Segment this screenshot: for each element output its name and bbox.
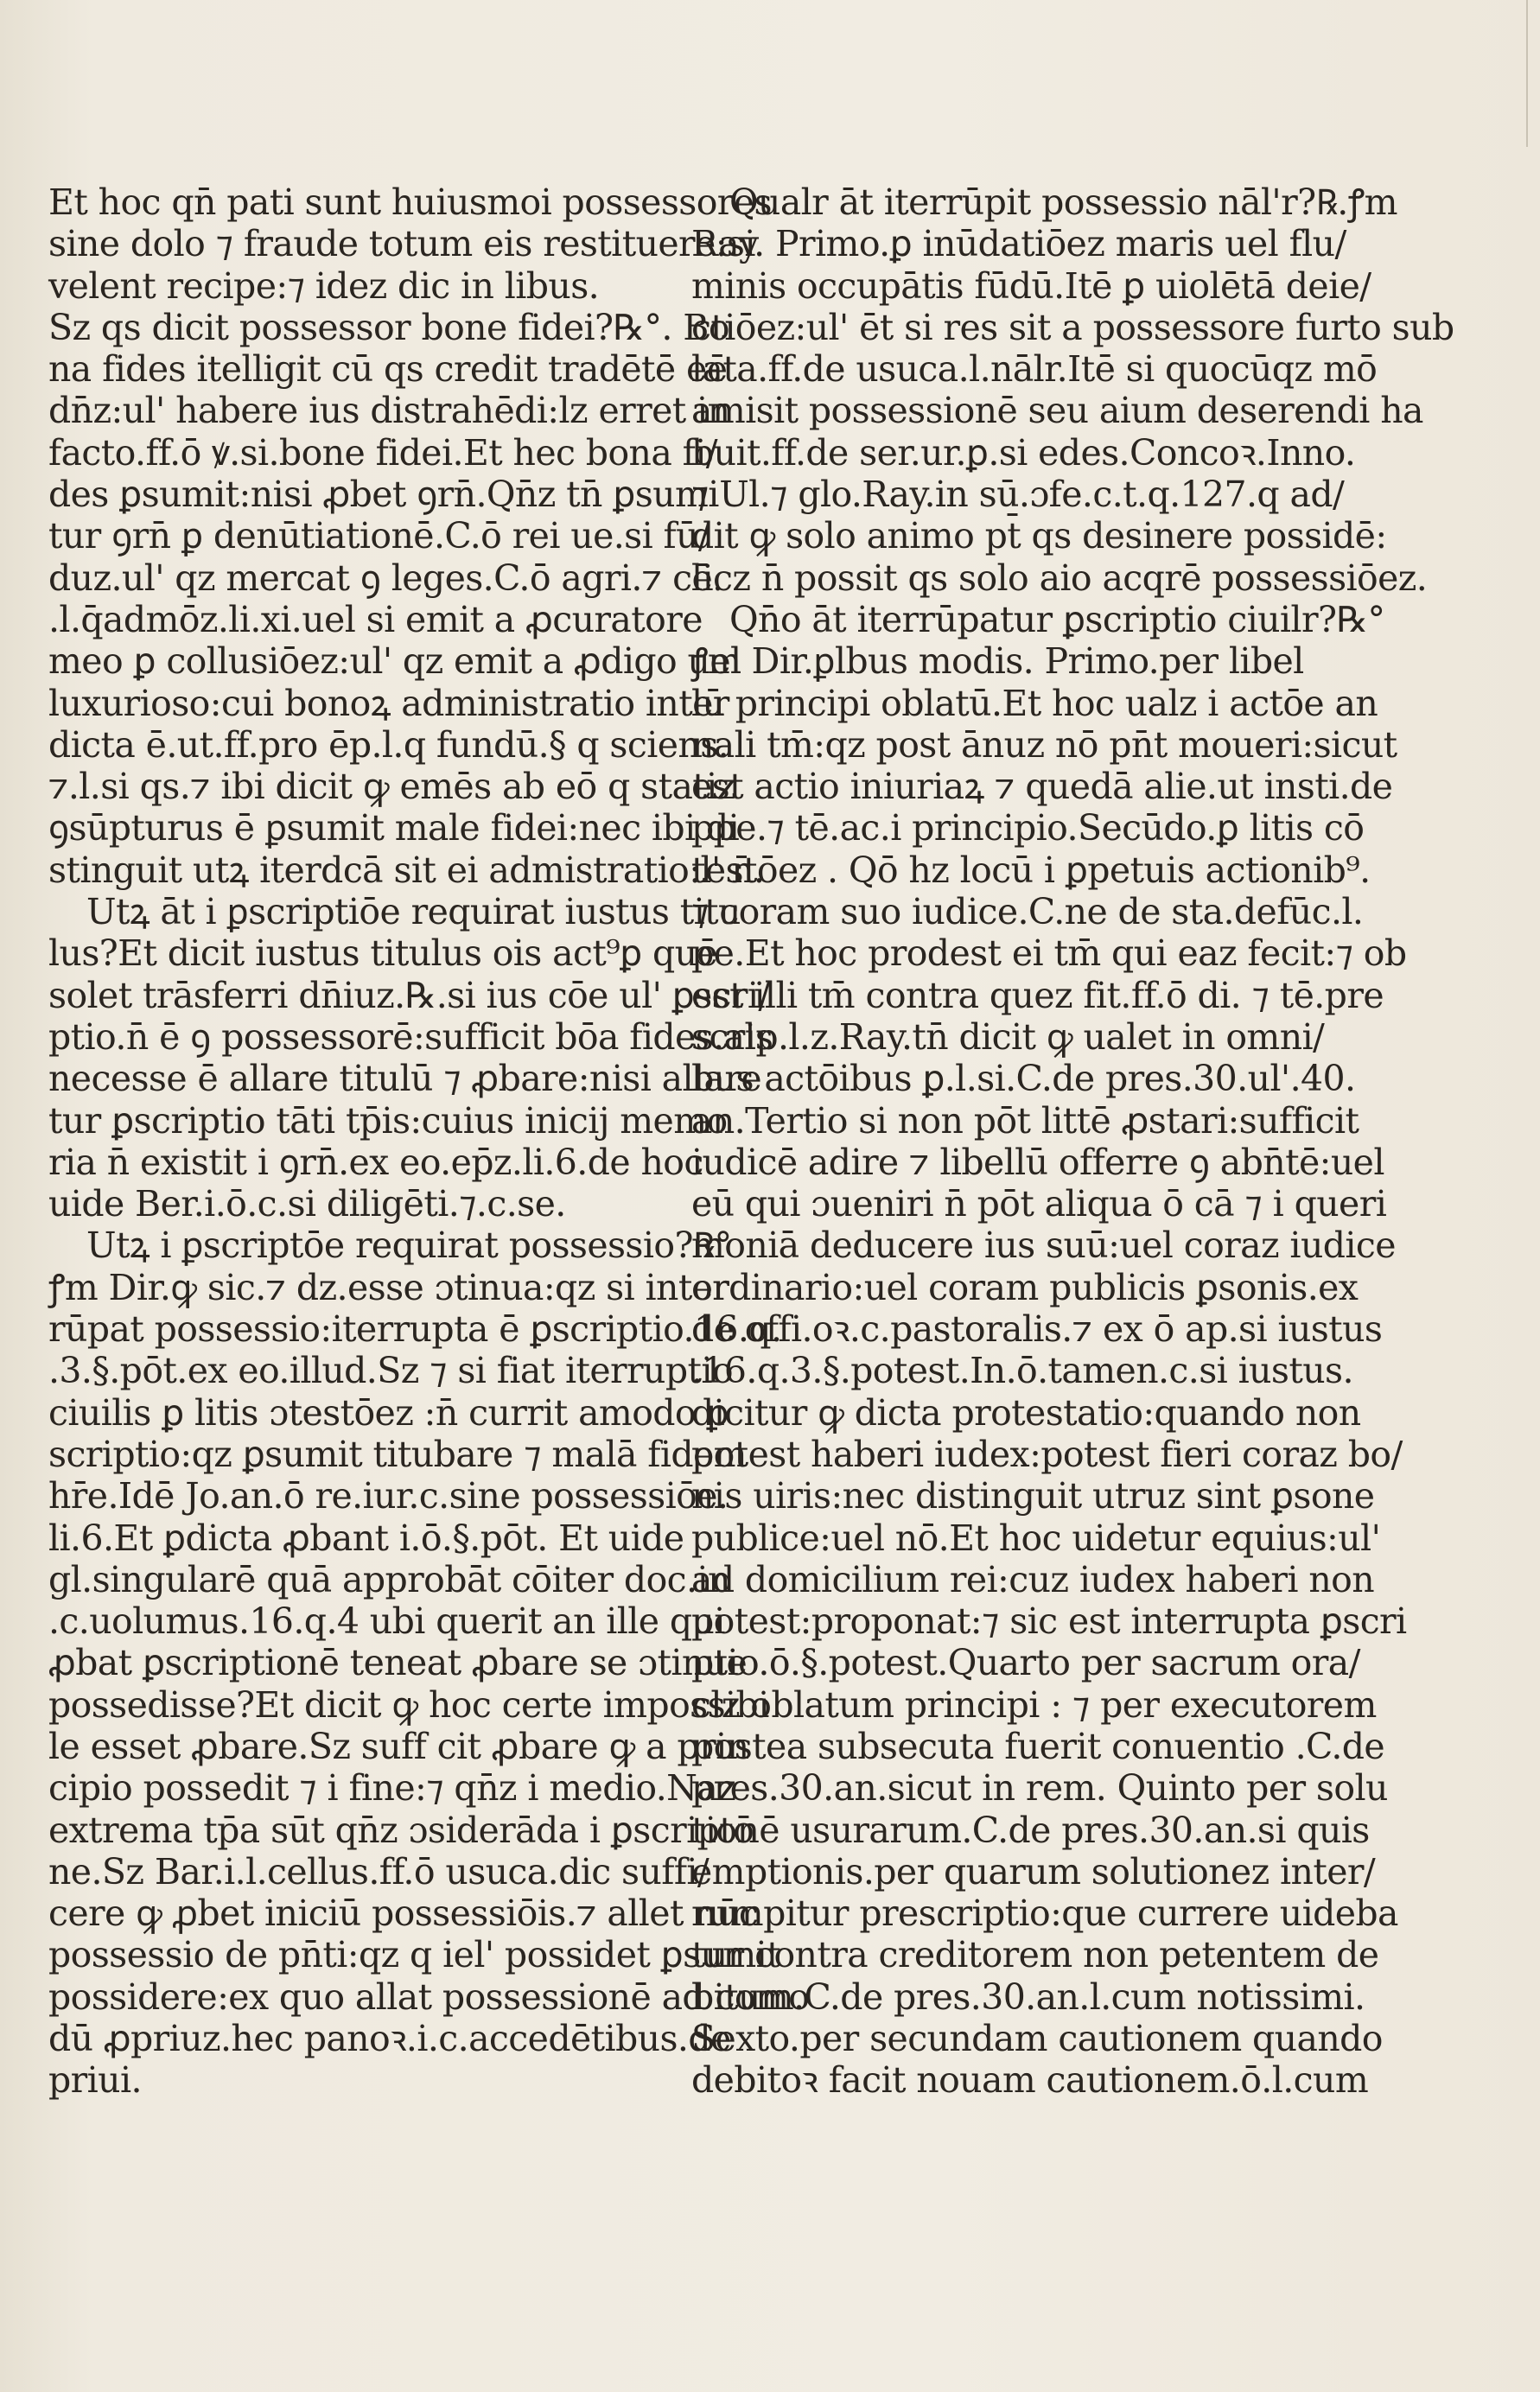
right-column-line: ꝭm Dir.ꝑlbus modis. Primo.per libel	[691, 640, 1304, 683]
left-column-line: .3.§.pōt.ex eo.illud.Sz ⁊ si fiat iterruptio	[48, 1350, 733, 1392]
left-column-line: na fides itelligit cū qs credit tradētē eē	[48, 348, 728, 391]
right-column-line: nali tm̄:qz post ānuz nō pn̄t moueri:sicut	[691, 723, 1397, 766]
right-column-line: lata.ff.de usuca.l.nālr.Itē si quocūqz mō	[691, 348, 1378, 391]
right-column-line: est illi tm̄ contra quez fit.ff.ō di. ⁊ tē.pre	[691, 974, 1384, 1016]
right-column-line: iudicē adire ⁊ libellū offerre ꝯ abn̄tē:uel	[691, 1141, 1384, 1183]
right-column-line: buit.ff.de ser.ur.ꝑ.si edes.Concoꝛ.Inno.	[691, 431, 1356, 474]
right-column-line: potest:proponat:⁊ sic est interrupta ꝑscri	[691, 1600, 1407, 1643]
left-column-line: duz.ul' qz mercat ꝯ leges.C.ō agri.⁊ cē.	[48, 557, 723, 599]
left-column-line: Utꝝ i ꝑscriptōe requirat possessio?℞°	[86, 1225, 732, 1267]
left-column-line: possidere:ex quo allat possessionē ad como	[48, 1975, 810, 2018]
right-column-line: est actio iniuriaꝝ ⁊ quedā alie.ut insti.de	[691, 766, 1393, 808]
right-column-line: tur contra creditorem non petentem de	[691, 1934, 1379, 1976]
left-column-line: ne.Sz Bar.i.l.cellus.ff.ō usuca.dic suffi/	[48, 1850, 710, 1893]
right-column-line: ordinario:uel coram publicis ꝑsonis.ex	[691, 1266, 1359, 1308]
left-column-line: extrema tp̄a sūt qn̄z ɔsiderāda i ꝑscriptō	[48, 1809, 754, 1851]
left-column-line: possedisse?Et dicit ꝙ hoc certe impossibi	[48, 1683, 769, 1726]
left-column-line: scriptio:qz ꝑsumit titubare ⁊ malā fidem	[48, 1433, 747, 1475]
left-column-line: dicta ē.ut.ff.pro ēp.l.q fundū.§ q sciens.	[48, 723, 729, 766]
left-column-line: velent recipe:⁊ idez dic in libus.	[48, 264, 600, 307]
right-column-line: Sexto.per secundam cautionem quando	[691, 2018, 1383, 2060]
right-column-line: ptio.ō.§.potest.Quarto per sacrum ora/	[691, 1642, 1360, 1684]
right-column-line: Qualr āt iterrūpit possessio nāl'r?℞.ꝭm	[729, 181, 1397, 223]
left-column-line: possessio de pn̄ti:qz q iel' possidet ꝑsumit	[48, 1934, 781, 1976]
right-column-line: ctiōez:ul' ēt si res sit a possessore furto sub	[691, 306, 1454, 348]
right-column-line: bitum.C.de pres.30.an.l.cum notissimi.	[691, 1975, 1365, 2018]
right-column-line: lū principi oblatū.Et hoc ualz i actōe an	[691, 682, 1378, 724]
right-column-line: rumpitur prescriptio:que currere uideba	[691, 1893, 1398, 1935]
left-text-column	[48, 181, 810, 2102]
right-column-line: bus actōibus ꝑ.l.si.C.de pres.30.ul'.40.	[691, 1058, 1356, 1100]
right-column-line: publice:uel nō.Et hoc uidetur equius:ul'	[691, 1517, 1381, 1559]
left-column-line: Sz qs dicit possessor bone fidei?℞°. Bo	[48, 306, 729, 348]
left-column-line: ria n̄ existit i ꝯrn̄.ex eo.ep̄z.li.6.de hoc	[48, 1141, 703, 1183]
right-column-line: an.Tertio si non pōt littē ꝓstari:sufficit	[691, 1099, 1359, 1142]
left-column-line: facto.ff.ō ꝟ.si.bone fidei.Et hec bona fi/	[48, 431, 717, 474]
left-column-line: stinguit utꝝ iterdcā sit ei admistratio:l' n̄.	[48, 849, 765, 891]
left-column-line: gl.singularē quā approbāt cōiter doc.in	[48, 1558, 730, 1600]
right-column-line: nis uiris:nec distinguit utruz sint ꝑsone	[691, 1475, 1375, 1517]
left-column-line: cere ꝙ ꝓbet iniciū possessiōis.⁊ allet nūc	[48, 1893, 759, 1935]
left-column-line: ptio.n̄ ē ꝯ possessorē:sufficit bōa fides.als	[48, 1015, 773, 1058]
left-column-line: tur ꝯrn̄ ꝑ denūtiationē.C.ō rei ue.si fū/	[48, 515, 710, 557]
left-column-line: sine dolo ⁊ fraude totum eis restituere:si	[48, 223, 755, 265]
right-column-line: eū qui ɔueniri n̄ pōt aliqua ō cā ⁊ i queri	[691, 1183, 1387, 1225]
left-column-line: solet trāsferri dn̄iuz.℞.si ius cōe ul' ꝑscri/	[48, 974, 770, 1016]
left-column-line: ꝭm Dir.ꝙ sic.⁊ dz.esse ɔtinua:qz si inter	[48, 1266, 729, 1308]
left-column-line: le esset ꝓbare.Sz suff cit ꝓbare ꝙ a prin	[48, 1725, 749, 1767]
right-column-line: minis occupātis fūdū.Itē ꝑ uiolētā deie/	[691, 264, 1371, 307]
right-column-line: potest haberi iudex:potest fieri coraz bo/	[691, 1433, 1403, 1475]
right-column-line: ⁊ Ul.⁊ glo.Ray.in sū.ɔfe.c.t.q.127.q ad/	[691, 474, 1345, 516]
left-column-line: .c.uolumus.16.q.4 ubi querit an ille qui	[48, 1600, 725, 1643]
left-column-line: luxurioso:cui bonoꝝ administratio inter	[48, 682, 729, 724]
right-column-line: tionē usurarum.C.de pres.30.an.si quis	[691, 1809, 1370, 1851]
left-column-line: dn̄z:ul' habere ius distrahēdi:lz erret in	[48, 390, 730, 432]
right-column-line: dicitur ꝙ dicta protestatio:quando non	[691, 1391, 1361, 1434]
left-column-line: meo ꝑ collusiōez:ul' qz emit a ꝓdigo uel	[48, 640, 741, 683]
right-column-line: pe.Et hoc prodest ei tm̄ qui eaz fecit:⁊ ob	[691, 932, 1407, 975]
right-text-column	[691, 181, 1454, 2102]
left-column-line: rūpat possessio:iterrupta ē ꝑscriptio.16.q.	[48, 1308, 782, 1351]
left-column-line: ꝓbat ꝑscriptionē teneat ꝓbare se ɔtinue	[48, 1642, 748, 1684]
left-column-line: tur ꝑscriptio tāti tp̄is:cuius inicij memo	[48, 1099, 728, 1142]
left-column-line: li.6.Et ꝑdicta ꝓbant i.ō.§.pōt. Et uide	[48, 1517, 684, 1559]
left-column-line: cipio possedit ⁊ i fine:⁊ qn̄z i medio.Naz	[48, 1767, 736, 1810]
right-column-line: testōez . Qō hz locū i ꝑpetuis actionib⁹.	[691, 849, 1371, 891]
left-column-line: des ꝑsumit:nisi ꝓbet ꝯrn̄.Qn̄z tn̄ ꝑsumi	[48, 474, 719, 516]
left-column-line: lus?Et dicit iustus titulus ois act⁹ꝑ quē	[48, 932, 718, 975]
right-column-line: moniā deducere ius suū:uel coraz iudice	[691, 1225, 1396, 1267]
right-column-line: Ray. Primo.ꝑ inūdatiōez maris uel flu/	[691, 223, 1346, 265]
left-column-line: ⁊.l.si qs.⁊ ibi dicit ꝙ emēs ab eō q statiz	[48, 766, 735, 808]
right-column-line: .16.q.3.§.potest.In.ō.tamen.c.si iustus.	[691, 1350, 1353, 1392]
left-column-line: priui.	[48, 2059, 142, 2102]
right-column-line: Qn̄o āt iterrūpatur ꝑscriptio ciuilr?℞°	[729, 598, 1385, 640]
right-column-line: debitoꝛ facit nouam cautionem.ō.l.cum	[691, 2059, 1369, 2102]
page-edge-mark	[1521, 0, 1528, 147]
right-column-line: scrip.l.z.Ray.tn̄ dicit ꝙ ualet in omni/	[691, 1015, 1325, 1058]
left-column-line: Et hoc qn̄ pati sunt huiusmoi possessores	[48, 181, 772, 223]
left-column-line: dū ꝓpriuz.hec panoꝛ.i.c.accedētibus.de	[48, 2018, 731, 2060]
left-column-line: Utꝝ āt i ꝑscriptiōe requirat iustus titu	[86, 891, 741, 933]
right-column-line: amisit possessionē seu aium deserendi ha	[691, 390, 1423, 432]
right-column-line: emptionis.per quarum solutionez inter/	[691, 1850, 1376, 1893]
right-column-line: ⁊ coram suo iudice.C.ne de sta.defūc.l.	[691, 891, 1364, 933]
left-column-line: ꝯsūpturus ē ꝑsumit male fidei:nec ibi di	[48, 807, 740, 849]
right-column-line: postea subsecuta fuerit conuentio .C.de	[691, 1725, 1385, 1767]
right-column-line: dit ꝙ solo animo pt̄ qs desinere possidē:	[691, 515, 1387, 557]
left-column-line: ciuilis ꝑ litis ɔtestōez :n̄ currit amodo ꝑ	[48, 1391, 729, 1434]
right-column-line: clz oblatum principi : ⁊ per executorem	[691, 1683, 1377, 1726]
right-column-line: licz n̄ possit qs solo aio acqrē possessiōez.	[691, 557, 1428, 599]
right-column-line: ppe.⁊ tē.ac.i principio.Secūdo.ꝑ litis cō	[691, 807, 1365, 849]
right-column-line: pres.30.an.sicut in rem. Quinto per solu	[691, 1767, 1388, 1810]
left-column-line: uide Ber.i.ō.c.si diligēti.⁊.c.se.	[48, 1183, 566, 1225]
left-column-line: necesse ē allare titulū ⁊ ꝓbare:nisi allare	[48, 1058, 762, 1100]
right-column-line: ad domicilium rei:cuz iudex haberi non	[691, 1558, 1375, 1600]
left-column-line: .l.q̄admōz.li.xi.uel si emit a ꝓcuratore	[48, 598, 703, 640]
right-column-line: de offi.oꝛ.c.pastoralis.⁊ ex ō ap.si iustus	[691, 1308, 1383, 1351]
left-column-line: hr̄e.Idē Jo.an.ō re.iur.c.sine possessiōe.	[48, 1475, 729, 1517]
